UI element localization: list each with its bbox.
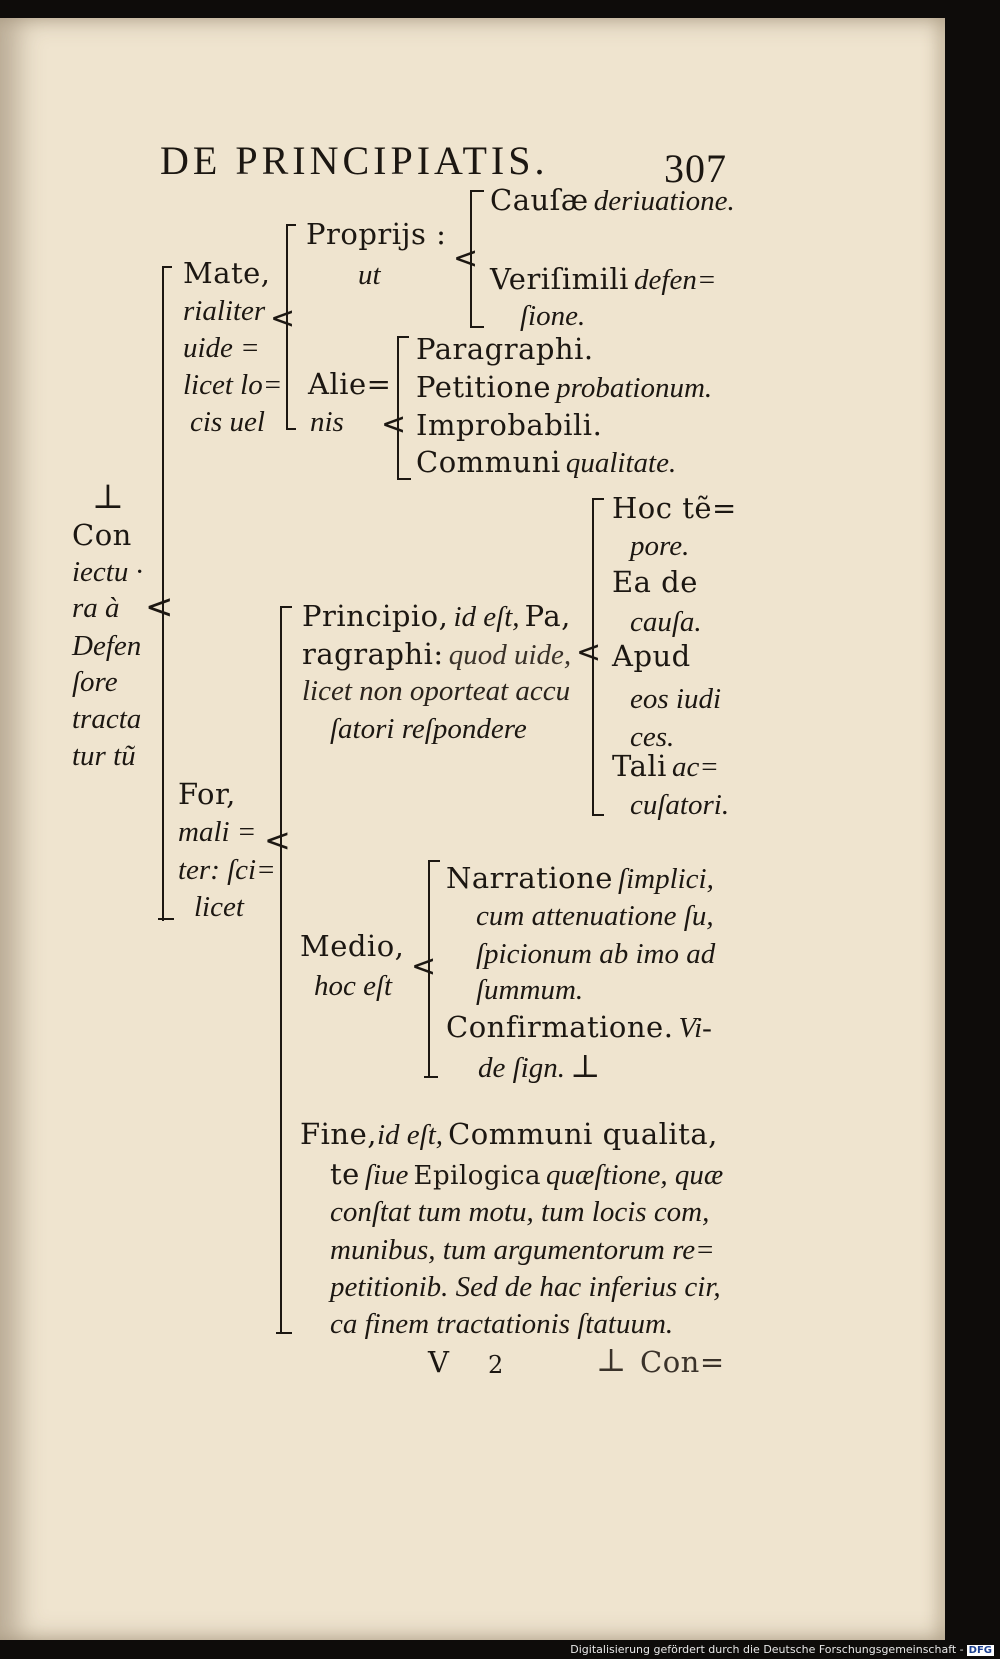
- left-line-4: Defen: [72, 630, 142, 662]
- vide-sign-icon: ⊥: [570, 1047, 601, 1085]
- proprijs-item-2: Veriſimili defen=: [490, 262, 717, 296]
- fine-line-5: petitionib. Sed de hac inferius cir,: [330, 1271, 721, 1303]
- formaliter-brace-line: [280, 606, 282, 1334]
- principio-sub-2-b: cauſa.: [630, 606, 702, 638]
- medio-narratione-3: ſpicionum ab imo ad: [476, 938, 716, 970]
- materialiter-line-4: licet lo=: [183, 369, 283, 401]
- fine-line-2: te ſiue Epilogica quæſtione, quæ: [330, 1157, 724, 1191]
- running-title: DE PRINCIPIATIS.: [160, 138, 549, 183]
- medio-brace-bottom: [424, 1076, 438, 1078]
- fine-line-3: conſtat tum motu, tum locis com,: [330, 1196, 710, 1228]
- principio-sub-1-a: Hoc tẽ=: [612, 491, 737, 525]
- digitization-footer: [570, 1643, 994, 1656]
- materialiter-line-2: rialiter: [183, 295, 266, 327]
- fine-line-1: Fine,id eſt, Communi qualita,: [300, 1117, 718, 1151]
- medio-brace-tip: <: [411, 949, 437, 984]
- fine-line-4: munibus, tum argumentorum re=: [330, 1234, 715, 1266]
- materialiter-line-1: Mate,: [183, 256, 271, 290]
- book-page: [0, 18, 945, 1640]
- principio-sub-4-b: cuſatori.: [630, 789, 730, 821]
- principio-brace-bottom: [592, 814, 604, 816]
- alienis-item-2: Petitione probationum.: [416, 370, 713, 404]
- left-line-7: tur tũ: [72, 740, 136, 772]
- medio-narratione: Narratione ſimplici,: [446, 861, 714, 895]
- alienis-brace-top: [397, 336, 409, 338]
- alienis-item-3: Improbabili.: [416, 408, 603, 442]
- medio-brace-top: [428, 860, 440, 862]
- formaliter-brace-bottom: [276, 1332, 292, 1334]
- proprijs-brace-top: [470, 190, 484, 192]
- formaliter-line-1: For,: [178, 777, 236, 811]
- fine-line-6: ca finem tractationis ſtatuum.: [330, 1308, 674, 1340]
- materialiter-line-3: uide =: [183, 332, 260, 364]
- principio-sub-3-b: eos iudi ces.: [630, 683, 722, 753]
- principio-sub-1-b: pore.: [630, 530, 690, 562]
- formaliter-brace-tip: <: [264, 821, 291, 859]
- principio-line-2: ragraphi: quod uide,: [302, 637, 572, 671]
- left-line-6: tracta: [72, 703, 142, 735]
- signature-mark: V: [428, 1345, 450, 1379]
- alienis-item-1: Paragraphi.: [416, 332, 594, 366]
- left-line-3: ra à: [72, 592, 120, 624]
- proprijs-ut: ut: [358, 259, 381, 291]
- alienis-item-4: Communi qualitate.: [416, 445, 677, 479]
- alienis-label-2: nis: [310, 406, 344, 438]
- materialiter-brace-top: [286, 224, 296, 226]
- footer-text: Digitalisierung gefördert durch die Deutsche Forschungsgemeinschaft -: [570, 1643, 964, 1656]
- medio-vide-sign: de ſign. ⊥: [478, 1047, 601, 1085]
- formaliter-line-3: ter: ſci=: [178, 854, 276, 886]
- alienis-label: Alie=: [308, 367, 392, 401]
- principio-line-3: licet non oporteat accu: [302, 675, 571, 707]
- dfg-logo: DFG: [968, 1645, 992, 1656]
- principio-line-4: ſatori reſpondere: [330, 713, 527, 745]
- medio-narratione-2: cum attenuatione ſu,: [476, 900, 714, 932]
- coniectura-brace-bottom: [158, 918, 174, 920]
- proprijs-label: Proprijs :: [306, 217, 447, 251]
- principio-sub-3-a: Apud: [612, 639, 691, 673]
- catchword-symbol-icon: ⊥: [596, 1341, 627, 1379]
- coniectura-brace-top: [162, 266, 172, 268]
- alienis-brace-tip: <: [381, 407, 407, 442]
- signature-number: 2: [488, 1351, 504, 1379]
- materialiter-brace-bottom: [286, 428, 296, 430]
- materialiter-line-5: cis uel: [190, 406, 265, 438]
- proprijs-brace-bottom: [470, 326, 484, 328]
- proprijs-item-1: Cauſæ deriuatione.: [490, 183, 735, 217]
- page-number: 307: [664, 146, 727, 191]
- coniectura-brace-tip: <: [145, 587, 174, 627]
- principio-sub-2-a: Ea de: [612, 565, 698, 599]
- materialiter-brace-tip: <: [270, 301, 296, 336]
- medio-label: Medio,: [300, 929, 405, 963]
- left-line-1: Con: [72, 518, 132, 552]
- medio-narratione-4: ſummum.: [476, 974, 584, 1006]
- principio-sub-4-a: Tali ac=: [612, 749, 719, 783]
- formaliter-line-2: mali =: [178, 816, 257, 848]
- proprijs-brace-tip: <: [453, 241, 479, 276]
- medio-confirmatione: Confirmatione. Vi-: [446, 1010, 712, 1044]
- coniectura-symbol: ⊥: [92, 477, 125, 517]
- formaliter-line-4: licet: [194, 891, 244, 923]
- catchword: Con=: [640, 1345, 725, 1379]
- principio-brace-tip: <: [576, 635, 602, 670]
- principio-brace-top: [592, 498, 604, 500]
- left-line-5: ſore: [72, 666, 118, 698]
- formaliter-brace-top: [280, 606, 292, 608]
- medio-label-2: hoc eſt: [314, 970, 393, 1002]
- alienis-brace-bottom: [397, 478, 411, 480]
- principio-line-1: Principio, id eſt, Pa,: [302, 599, 571, 633]
- proprijs-item-2-cont: ſione.: [520, 300, 586, 332]
- left-line-2: iectu ·: [72, 556, 143, 588]
